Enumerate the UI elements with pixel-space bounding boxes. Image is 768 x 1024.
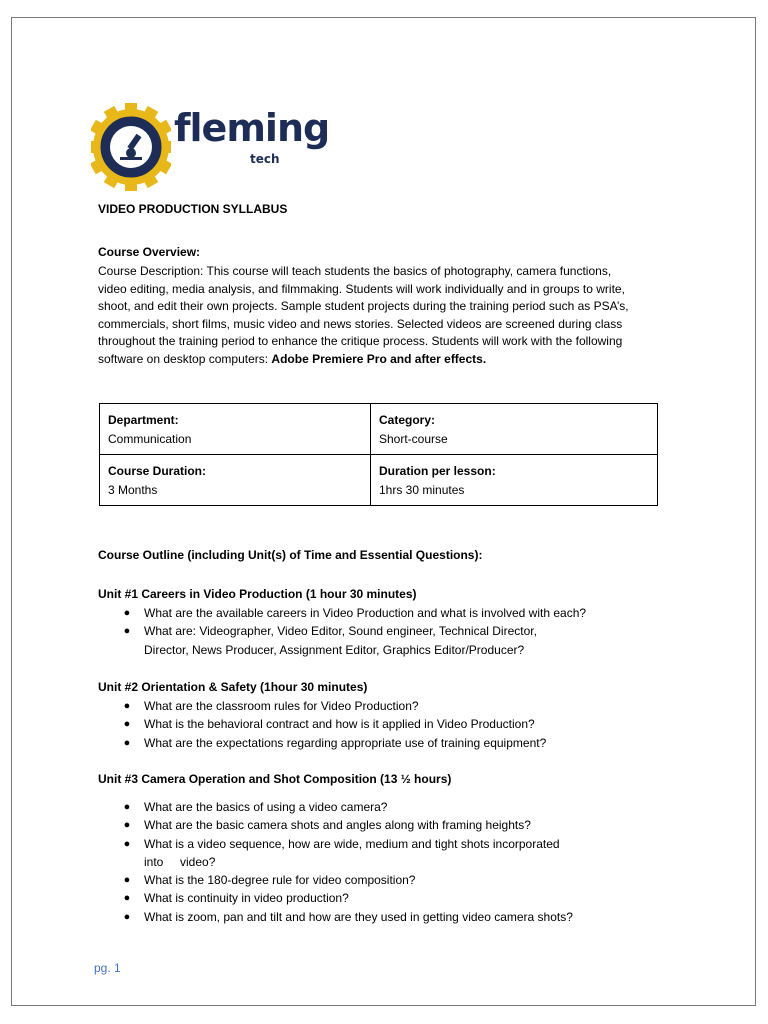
description-line: video editing, media analysis, and filmmaking. Students will work individually and in groups to write, (98, 281, 625, 296)
unit-2-heading: Unit #2 Orientation & Safety (1hour 30 minutes) (98, 680, 368, 694)
course-description (98, 263, 698, 369)
list-item: ● What is zoom, pan and tilt and how are they used in getting video camera shots? (98, 908, 698, 926)
category-cell (371, 404, 658, 455)
unit-1-heading: Unit #1 Careers in Video Production (1 hour 30 minutes) (98, 587, 417, 601)
bullet-icon: ● (123, 625, 131, 638)
list-item: ● What are the basics of using a video camera? (98, 798, 698, 816)
bullet-icon: ● (123, 718, 131, 731)
cell-label: Duration per lesson: (379, 464, 496, 478)
bullet-icon: ● (123, 700, 131, 712)
document-title: VIDEO PRODUCTION SYLLABUS (98, 202, 288, 216)
list-item: ● What is continuity in video production? (98, 889, 698, 907)
bullet-icon: ● (123, 736, 131, 749)
description-line-last (98, 351, 698, 369)
unit-3-heading: Unit #3 Camera Operation and Shot Composition (13 ½ hours) (98, 772, 452, 786)
list-item: ● What is the behavioral contract and how is it applied in Video Production? (98, 715, 698, 733)
cell-label: Category: (379, 413, 436, 427)
outline-heading: Course Outline (including Unit(s) of Time and Essential Questions): (98, 548, 483, 562)
list-item: ● What are the expectations regarding appropriate use of training equipment? (98, 734, 698, 752)
software-list: Adobe Premiere Pro and after effects. (271, 351, 487, 366)
list-item: ● What are the classroom rules for Video Production? (98, 697, 698, 715)
logo-wordmark: fleming (174, 106, 330, 150)
list-item: ● What are the basic camera shots and angles along with framing heights? (98, 816, 698, 834)
bullet-icon: ● (123, 892, 131, 905)
list-item: ● What is a video sequence, how are wide, medium and tight shots incorporated into video? (98, 835, 698, 872)
gear-emblem-icon (91, 94, 171, 194)
cell-value: Communication (108, 432, 192, 446)
unit-3-questions (98, 798, 698, 926)
document-page (11, 17, 756, 1006)
cell-value: 1hrs 30 minutes (379, 483, 465, 497)
bullet-icon: ● (123, 874, 131, 887)
list-item: ● What are: Videographer, Video Editor, Sound engineer, Technical Director, Director, News Producer, Assignment Editor, Graphics Editor/Producer? (98, 622, 698, 659)
cell-label: Department: (108, 413, 179, 427)
description-line: shoot, and edit their own projects. Sample student projects during the training period such as PSA’s, (98, 299, 629, 314)
logo-subtitle: tech (250, 152, 280, 166)
table-row (100, 455, 658, 506)
page-number: pg. 1 (94, 961, 121, 975)
description-line: throughout the training period to enhance the critique process. Students will work with the following (98, 334, 623, 349)
bullet-icon: ● (123, 837, 131, 850)
unit-2-questions (98, 697, 698, 752)
description-last-text: software on desktop computers: (98, 351, 272, 366)
description-line: commercials, short films, music video and news stories. Selected videos are screened during class (98, 316, 623, 331)
unit-1-questions (98, 604, 698, 659)
course-info-table (99, 403, 658, 506)
cell-label: Course Duration: (108, 464, 207, 478)
department-cell (100, 404, 371, 455)
cell-value: 3 Months (108, 483, 158, 497)
bullet-icon: ● (123, 607, 131, 619)
list-item: ● What is the 180-degree rule for video composition? (98, 871, 698, 889)
table-row (100, 404, 658, 455)
cell-value: Short-course (379, 432, 448, 446)
lesson-duration-cell (371, 455, 658, 506)
fleming-tech-logo (91, 94, 330, 194)
list-item: ● What are the available careers in Video Production and what is involved with each? (98, 604, 698, 622)
overview-heading: Course Overview: (98, 245, 201, 259)
bullet-icon: ● (123, 801, 131, 813)
course-duration-cell (100, 455, 371, 506)
description-line: Course Description: This course will teach students the basics of photography, camera functions, (98, 264, 612, 278)
bullet-icon: ● (123, 819, 131, 832)
bullet-icon: ● (123, 910, 131, 923)
